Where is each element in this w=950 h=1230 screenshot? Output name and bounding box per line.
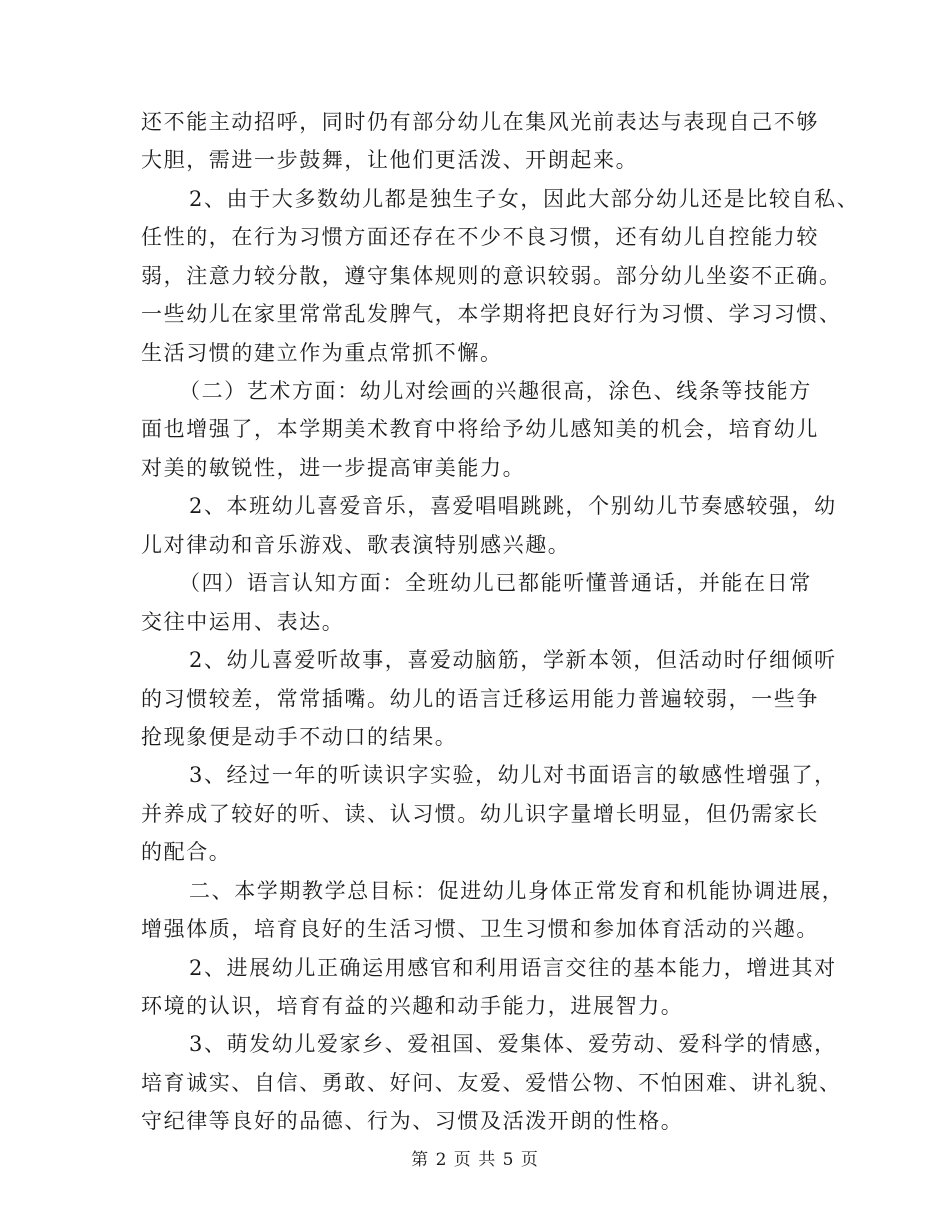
text-line: 的习惯较差，常常插嘴。幼儿的语言迁移运用能力普遍较弱，一些争 (141, 687, 819, 711)
text-line: 面也增强了，本学期美术教育中将给予幼儿感知美的机会，培育幼儿 (141, 417, 819, 441)
text-line: 2、本班幼儿喜爱音乐，喜爱唱唱跳跳，个别幼儿节奏感较强，幼 (189, 494, 837, 518)
text-line: 增强体质，培育良好的生活习惯、卫生习惯和参加体育活动的兴趣。 (141, 917, 819, 941)
text-line: （二）艺术方面：幼儿对绘画的兴趣很高，涂色、线条等技能方 (179, 379, 812, 403)
text-line: 二、本学期教学总目标：促进幼儿身体正常发育和机能协调进展， (189, 879, 845, 903)
text-line: 2、进展幼儿正确运用感官和利用语言交往的基本能力，增进其对 (189, 956, 837, 980)
text-line: 抢现象便是动手不动口的结果。 (141, 725, 458, 749)
text-line: 2、幼儿喜爱听故事，喜爱动脑筋，学新本领，但活动时仔细倾听 (189, 648, 837, 672)
text-line: 并养成了较好的听、读、认习惯。幼儿识字量增长明显，但仍需家长 (141, 802, 819, 826)
text-line: 守纪律等良好的品德、行为、习惯及活泼开朗的性格。 (141, 1109, 684, 1133)
text-line: 对美的敏锐性，进一步提高审美能力。 (141, 456, 526, 480)
text-line: 2、由于大多数幼儿都是独生子女，因此大部分幼儿还是比较自私、 (189, 187, 860, 211)
page-number-footer: 第 2 页 共 5 页 (411, 1150, 539, 1170)
text-line: 还不能主动招呼，同时仍有部分幼儿在集风光前表达与表现自己不够 (141, 110, 819, 134)
text-line: 培育诚实、自信、勇敢、好问、友爱、爱惜公物、不怕困难、讲礼貌、 (141, 1071, 842, 1095)
text-line: 环境的认识，培育有益的兴趣和动手能力，进展智力。 (141, 994, 684, 1018)
text-line: 3、经过一年的听读识字实验，幼儿对书面语言的敏感性增强了， (189, 763, 837, 787)
text-line: 大胆，需进一步鼓舞，让他们更活泼、开朗起来。 (141, 148, 639, 172)
text-line: 的配合。 (141, 840, 232, 864)
text-line: 弱，注意力较分散，遵守集体规则的意识较弱。部分幼儿坐姿不正确。 (141, 264, 842, 288)
text-line: 生活习惯的建立作为重点常抓不懈。 (141, 341, 503, 365)
text-line: 儿对律动和音乐游戏、歌表演特别感兴趣。 (141, 533, 571, 557)
text-line: 交往中运用、表达。 (141, 610, 345, 634)
text-line: （四）语言认知方面：全班幼儿已都能听懂普通话，并能在日常 (179, 571, 812, 595)
text-line: 任性的，在行为习惯方面还存在不少不良习惯，还有幼儿自控能力较 (141, 225, 819, 249)
text-line: 3、萌发幼儿爱家乡、爱祖国、爱集体、爱劳动、爱科学的情感， (189, 1032, 837, 1056)
text-line: 一些幼儿在家里常常乱发脾气，本学期将把良好行为习惯、学习习惯、 (141, 302, 842, 326)
